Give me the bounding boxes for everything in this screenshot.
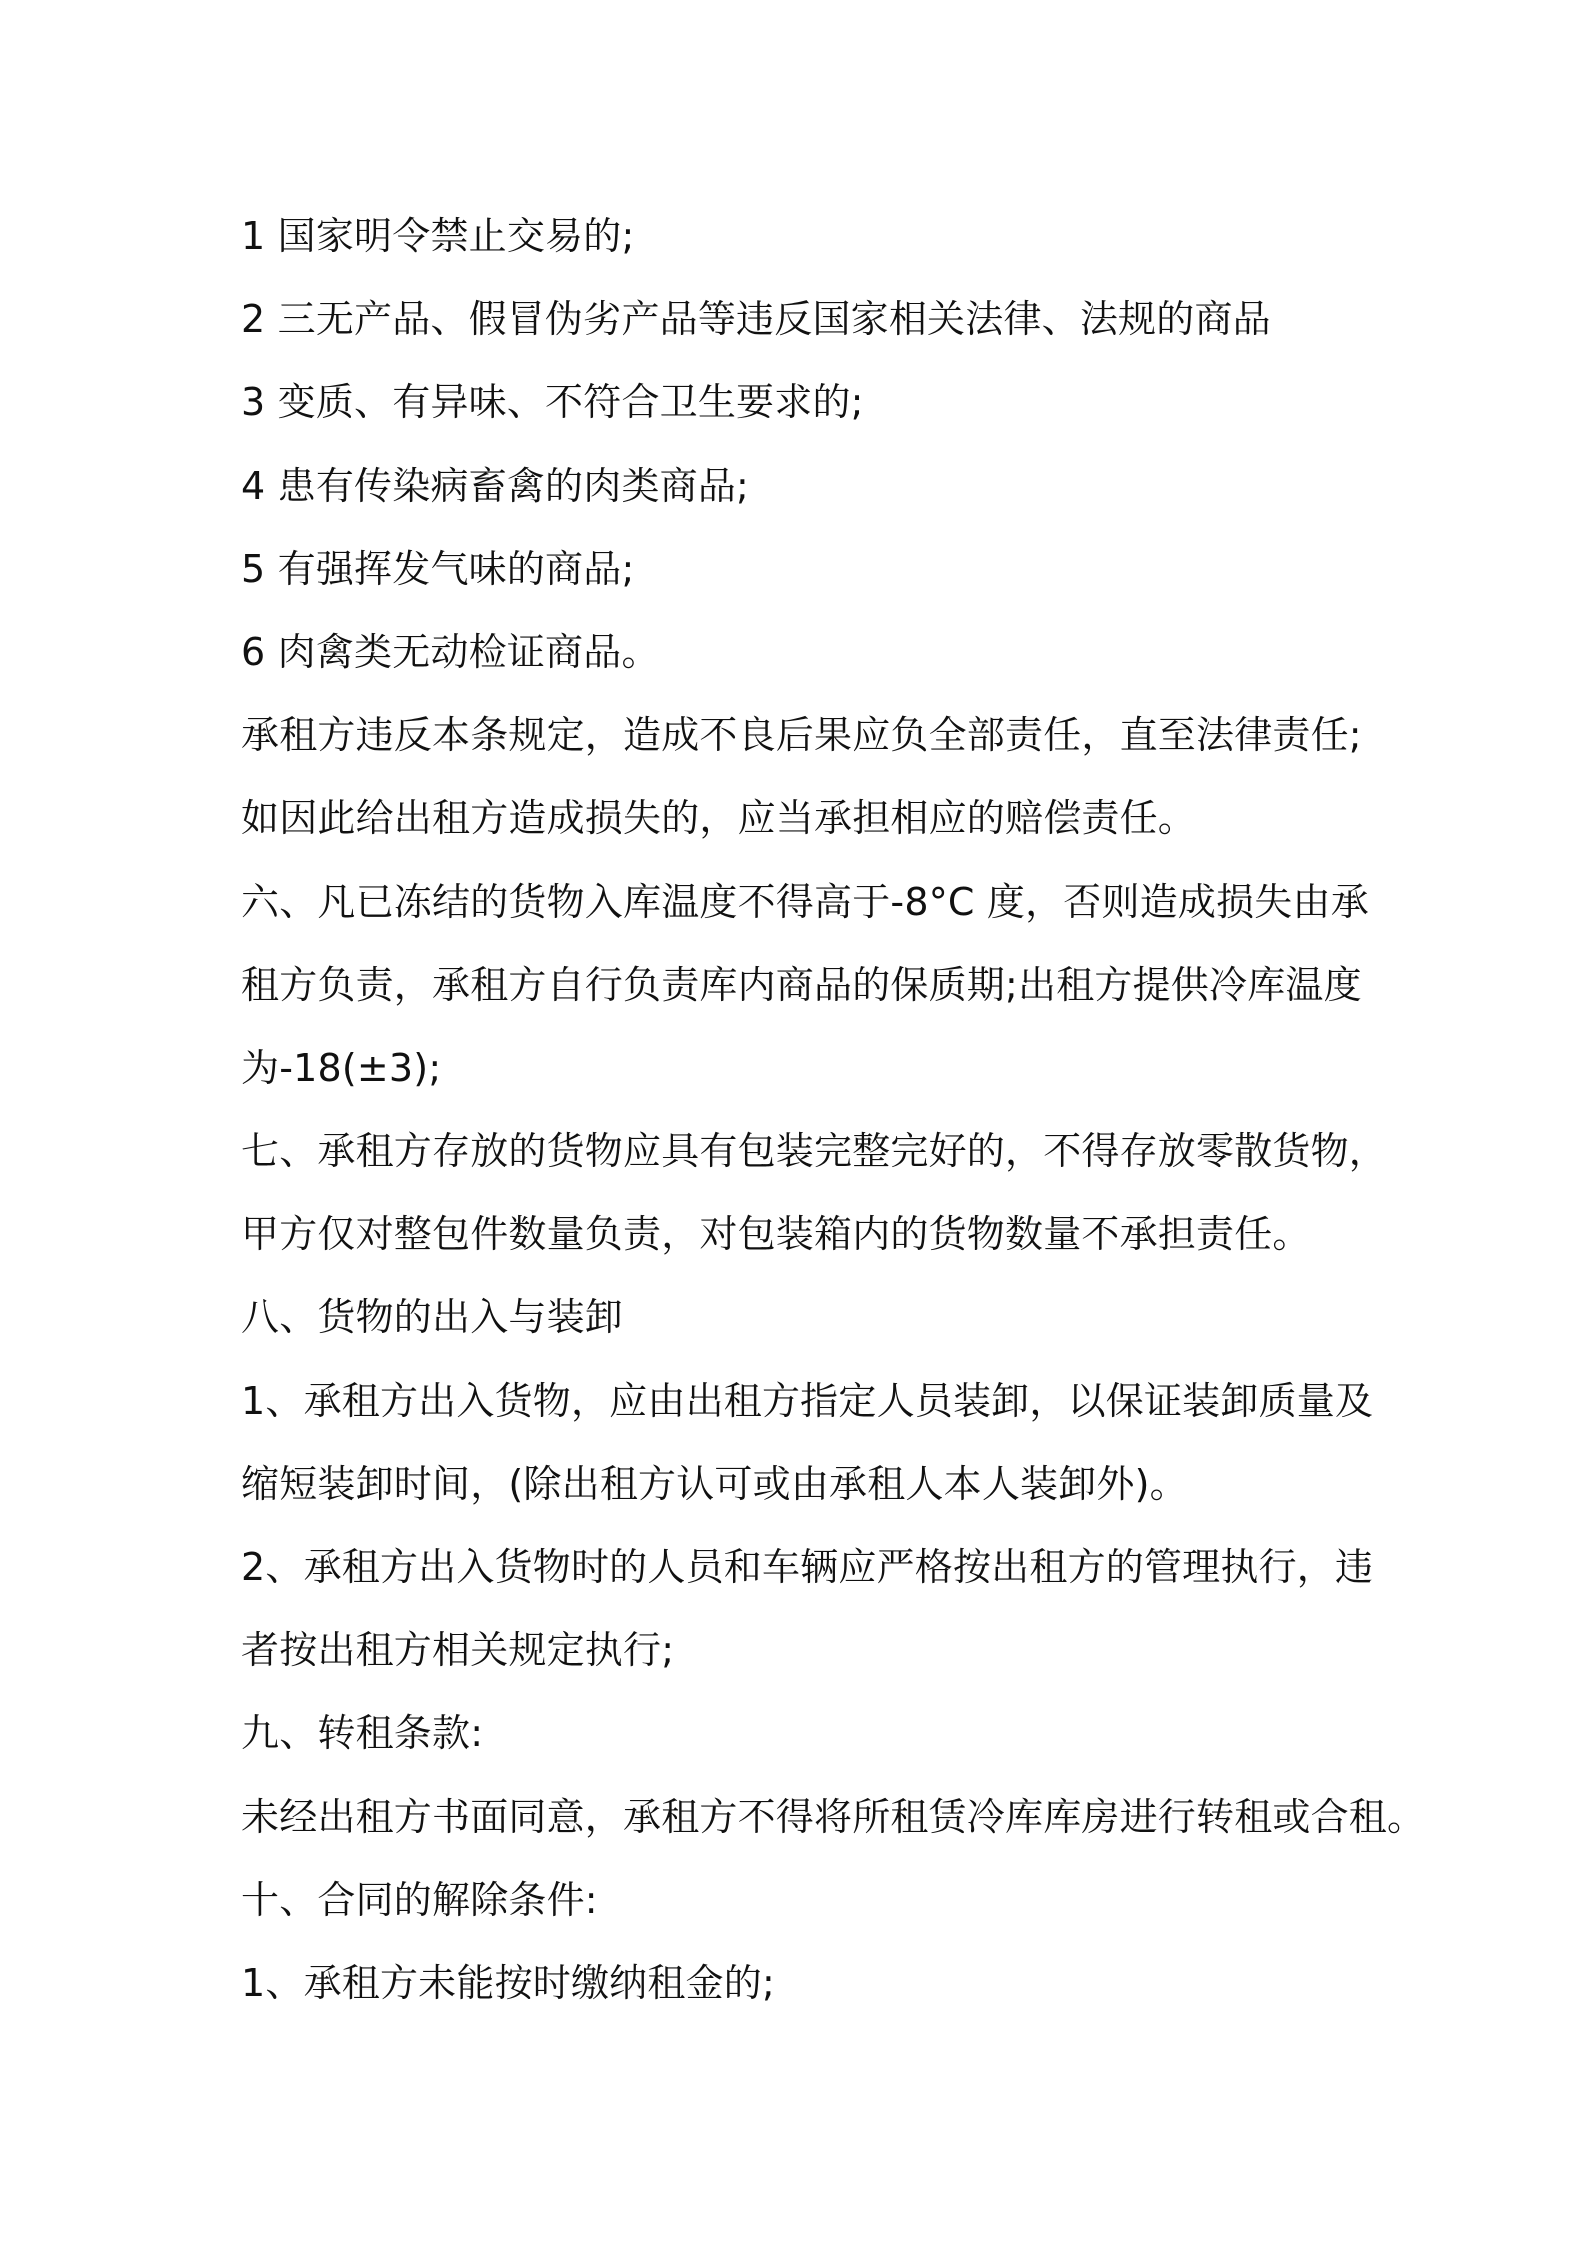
text-line: 承租方违反本条规定，造成不良后果应负全部责任，直至法律责任;: [241, 713, 1362, 758]
text-line: 七、承租方存放的货物应具有包装完整完好的，不得存放零散货物，: [241, 1129, 1388, 1174]
text-line: 如因此给出租方造成损失的，应当承担相应的赔偿责任。: [241, 796, 1197, 841]
text-line: 2、承租方出入货物时的人员和车辆应严格按出租方的管理执行，违: [241, 1545, 1374, 1589]
document-body: [241, 195, 1426, 2025]
text-line: 九、转租条款:: [241, 1711, 484, 1756]
text-line: 六、凡已冻结的货物入库温度不得高于-8°C 度，否则造成损失由承: [241, 879, 1369, 924]
text-line: 6 肉禽类无动检证商品。: [241, 629, 660, 674]
text-line: 为-18(±3);: [241, 1045, 442, 1090]
text-line: 4 患有传染病畜禽的肉类商品;: [241, 463, 750, 508]
text-line: 者按出租方相关规定执行;: [241, 1628, 675, 1673]
text-line: 3 变质、有异味、不符合卫生要求的;: [241, 380, 864, 425]
text-line: 十、合同的解除条件:: [241, 1877, 598, 1922]
text-line: 5 有强挥发气味的商品;: [241, 546, 635, 591]
text-line: 1、承租方未能按时缴纳租金的;: [241, 1960, 775, 2005]
text-line: 1、承租方出入货物，应由出租方指定人员装卸，以保证装卸质量及: [241, 1378, 1374, 1423]
text-line: 2 三无产品、假冒伪劣产品等违反国家相关法律、法规的商品: [241, 297, 1271, 342]
text-line: 租方负责，承租方自行负责库内商品的保质期;出租方提供冷库温度: [241, 962, 1362, 1007]
text-line: 甲方仅对整包件数量负责，对包装箱内的货物数量不承担责任。: [241, 1212, 1311, 1257]
text-line: 缩短装卸时间，(除出租方认可或由承租人本人装卸外)。: [241, 1461, 1188, 1506]
text-line: 1 国家明令禁止交易的;: [241, 214, 635, 258]
text-line: 未经出租方书面同意，承租方不得将所租赁冷库库房进行转租或合租。: [241, 1794, 1426, 1839]
text-line: 八、货物的出入与装卸: [241, 1295, 624, 1340]
